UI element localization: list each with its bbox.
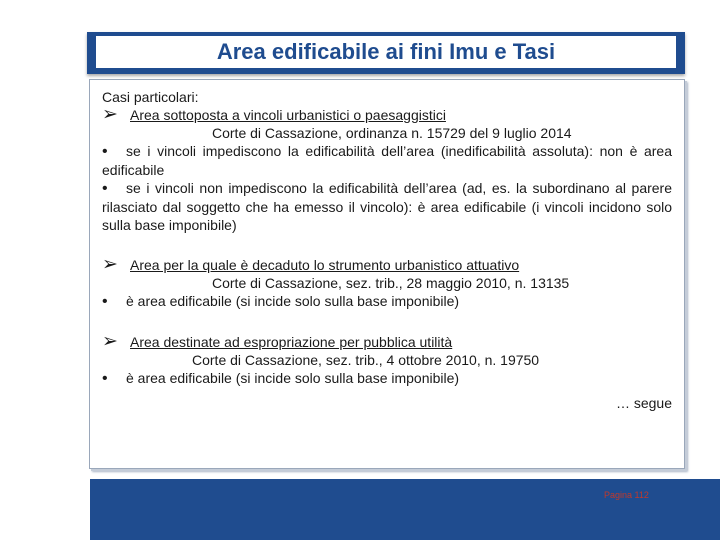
footer-bar: [90, 479, 720, 540]
case-heading-text: Area sottoposta a vincoli urbanistici o paesaggistici: [130, 107, 446, 123]
case-heading-1: [102, 106, 672, 124]
continued-label: … segue: [615, 395, 672, 411]
dot-bullet-icon: •: [102, 143, 108, 160]
content-body: [102, 88, 672, 412]
arrow-bullet-icon: ➢: [102, 104, 118, 125]
dot-bullet-icon: •: [102, 180, 108, 197]
slide-title: Area edificabile ai fini Imu e Tasi: [216, 39, 556, 64]
case-point: [102, 369, 672, 388]
intro-text: Casi particolari:: [102, 89, 199, 105]
case-point-text: è area edificabile (si incide solo sulla base imponibile): [126, 293, 460, 309]
page-number: Pagina 112: [604, 490, 649, 500]
case-reference: Corte di Cassazione, sez. trib., 4 ottobre 2010, n. 19750: [192, 352, 540, 368]
content-panel: [89, 79, 685, 469]
case-point-text: se i vincoli impediscono la edificabilità dell’area (inedificabilità assoluta): non è area edificabile: [102, 143, 672, 178]
case-point: [102, 292, 672, 311]
arrow-bullet-icon: ➢: [102, 331, 118, 352]
case-heading-text: Area destinate ad espropriazione per pubblica utilità: [130, 334, 453, 350]
arrow-bullet-icon: ➢: [102, 254, 118, 275]
case-point-text: se i vincoli non impediscono la edificabilità dell’area (ad, es. la subordinano al parere rilasciato dal soggetto che ha emesso il vincolo): è area edificabile (i vincoli incidono solo sulla base imponibile): [102, 180, 672, 233]
title-box: [96, 36, 676, 68]
case-point: [102, 179, 672, 234]
case-reference: Corte di Cassazione, sez. trib., 28 maggio 2010, n. 13135: [212, 275, 570, 291]
dot-bullet-icon: •: [102, 293, 108, 310]
case-reference: Corte di Cassazione, ordinanza n. 15729 del 9 luglio 2014: [212, 125, 572, 141]
dot-bullet-icon: •: [102, 370, 108, 387]
case-point: [102, 142, 672, 179]
case-heading-2: [102, 256, 672, 274]
case-point-text: è area edificabile (si incide solo sulla base imponibile): [126, 370, 460, 386]
case-heading-3: [102, 333, 672, 351]
case-heading-text: Area per la quale è decaduto lo strumento urbanistico attuativo: [130, 257, 520, 273]
